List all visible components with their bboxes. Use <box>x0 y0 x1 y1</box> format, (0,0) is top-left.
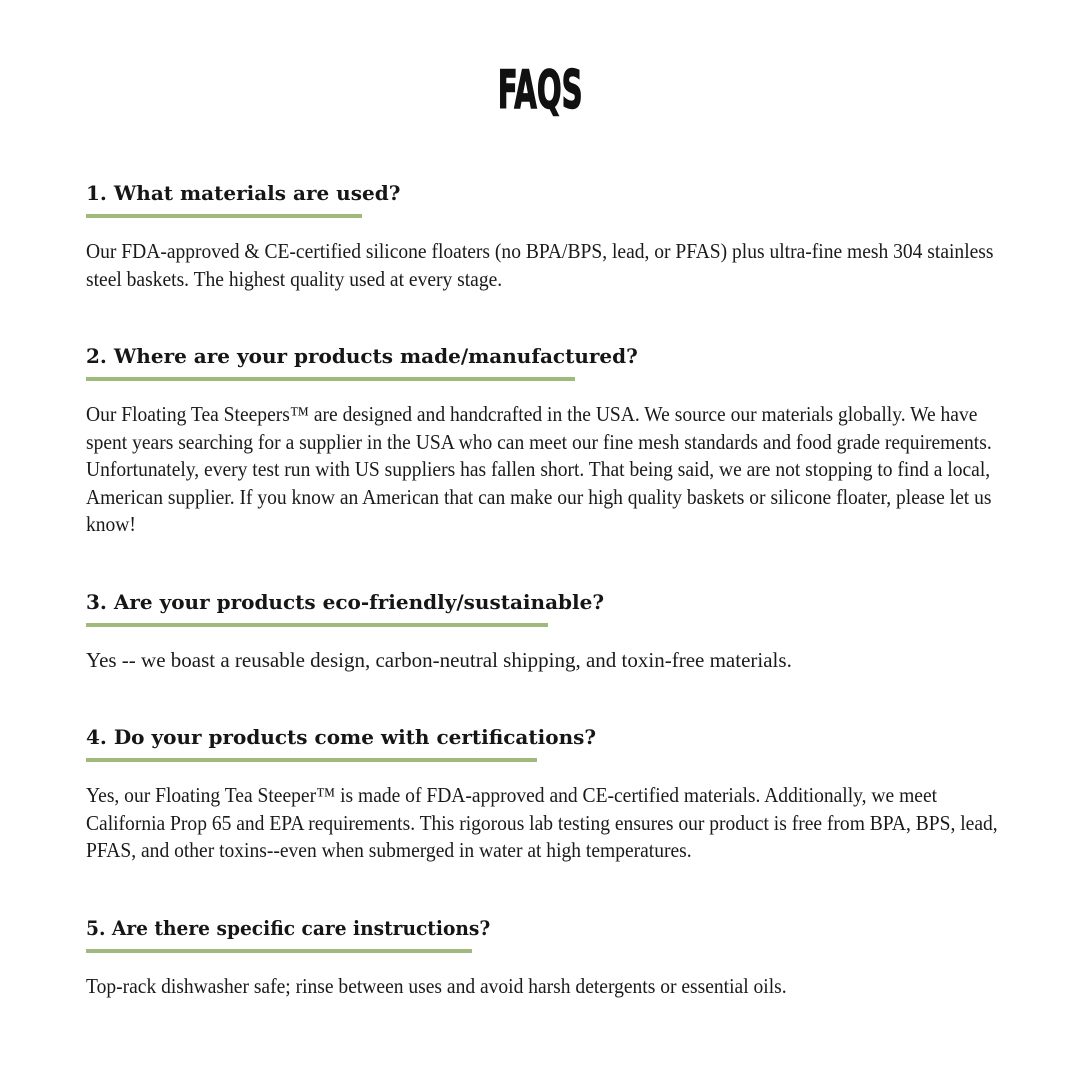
page-header <box>0 62 1080 120</box>
faq-question: 4. Do your products come with certifications? <box>86 725 597 749</box>
faq-underline <box>86 623 548 627</box>
faq-item <box>86 343 998 539</box>
faq-underline <box>86 949 472 953</box>
faq-list <box>86 180 998 1000</box>
faq-question: 5. Are there specific care instructions? <box>86 915 491 940</box>
faq-answer: Yes -- we boast a reusable design, carbon-neutral shipping, and toxin-free materials. <box>86 647 792 672</box>
faq-item <box>86 724 998 865</box>
faq-answer: Our FDA-approved & CE-certified silicone floaters (no BPA/BPS, lead, or PFAS) plus ultra-fine mesh 304 stainless steel baskets. The highest quality used at every stage. <box>86 239 994 291</box>
faq-item <box>86 915 998 1001</box>
faq-question: 2. Where are your products made/manufactured? <box>86 344 638 368</box>
faq-underline <box>86 758 537 762</box>
page-title: FAQS <box>497 60 583 121</box>
faq-item <box>86 180 998 293</box>
faq-question: 1. What materials are used? <box>86 181 401 205</box>
faq-answer: Top-rack dishwasher safe; rinse between uses and avoid harsh detergents or essential oils. <box>86 973 787 998</box>
faq-answer: Our Floating Tea Steepers™ are designed and handcrafted in the USA. We source our materials globally. We have spent years searching for a supplier in the USA who can meet our fine mesh standards and food grade requirements. Unfortunately, every test run with US suppliers has fallen short. That being said, we are not stopping to find a local, American supplier. If you know an American that can make our high quality baskets or silicone floater, please let us know! <box>86 402 992 536</box>
faq-answer: Yes, our Floating Tea Steeper™ is made of FDA-approved and CE-certified materials. Additionally, we meet California Prop 65 and EPA requirements. This rigorous lab testing ensures our product is free from BPA, BPS, lead, PFAS, and other toxins--even when submerged in water at high temperatures. <box>86 783 998 862</box>
faq-underline <box>86 377 575 381</box>
faq-question: 3. Are your products eco-friendly/sustainable? <box>86 589 605 614</box>
faq-item <box>86 589 998 675</box>
faq-underline <box>86 214 362 218</box>
